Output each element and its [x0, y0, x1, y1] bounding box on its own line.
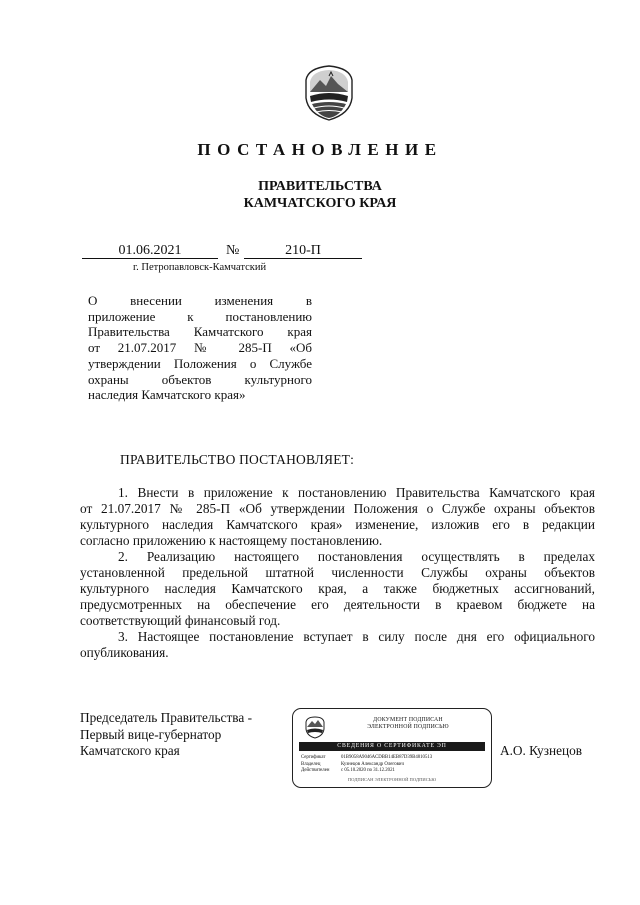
signatory-title-line: Председатель Правительства -: [80, 710, 253, 725]
subject-line: утверждении Положения о Службе: [88, 355, 312, 371]
body-line: культурного наследия Камчатского края, а также бюджетных ассигнований,: [80, 581, 595, 596]
document-type-title: ПОСТАНОВЛЕНИЕ: [197, 140, 443, 159]
body-line: от 21.07.2017 № 285-П «Об утверждении Положения о Службе охраны объектов: [80, 501, 595, 516]
stamp-row-label: Действителен: [301, 768, 330, 773]
body-line: согласно приложению к настоящему постановлению.: [80, 533, 383, 548]
body-line: 3. Настоящее постановление вступает в силу после дня его официального: [118, 629, 595, 644]
stamp-header-line: ЭЛЕКТРОННОЙ ПОДПИСЬЮ: [367, 724, 449, 730]
stamp-certificate-bar: СВЕДЕНИЯ О СЕРТИФИКАТЕ ЭП: [299, 742, 485, 751]
issuing-authority: [0, 178, 640, 212]
stamp-row-value: 01B9058A9046ACDBB14EB87D39B4810513: [341, 755, 433, 760]
subject-line: наследия Камчатского края»: [88, 387, 246, 403]
signatory-title-line: Первый вице-губернатор: [80, 726, 222, 742]
body-line: 2. Реализацию настоящего постановления осуществлять в пределах: [118, 549, 595, 564]
stamp-footer: ПОДПИСАН ЭЛЕКТРОННОЙ ПОДПИСЬЮ: [347, 777, 437, 782]
body-line: соответствующий финансовый год.: [80, 613, 281, 628]
subject-line: Правительства Камчатского края: [88, 324, 312, 340]
stamp-header-line: ДОКУМЕНТ ПОДПИСАН: [373, 717, 443, 723]
body-line: установленной предельной штатной численности Службы охраны объектов: [80, 565, 595, 580]
document-date: 01.06.2021: [82, 243, 218, 259]
subject-line: приложение к постановлению: [88, 308, 312, 324]
stamp-row-label: Сертификат: [301, 755, 326, 760]
signatory-title-line: Камчатского края: [80, 743, 180, 758]
stamp-row-value: с 05.10.2020 по 31.12.2021: [341, 768, 395, 773]
document-subject: [88, 293, 312, 403]
subject-line: О внесении изменения в: [88, 293, 312, 308]
signer-name: А.О. Кузнецов: [500, 743, 583, 758]
authority-line: ПРАВИТЕЛЬСТВА: [258, 179, 382, 194]
subject-line: охраны объектов культурного: [88, 371, 312, 387]
stamp-row-label: Владелец: [301, 761, 321, 767]
stamp-certificate-details: [301, 755, 481, 775]
city-label: г. Петропавловск-Камчатский: [133, 262, 267, 273]
body-line: 1. Внести в приложение к постановлению Правительства Камчатского края: [118, 485, 595, 500]
body-line: предусмотренных на обеспечение его деятельности в краевом бюджете на: [80, 597, 595, 612]
authority-line: КАМЧАТСКОГО КРАЯ: [243, 196, 397, 211]
stamp-row: [301, 768, 481, 775]
document-number: 210-П: [244, 243, 362, 259]
electronic-signature-stamp: [292, 708, 492, 788]
stamp-row-value: Кузнецов Александр Олегович: [341, 761, 404, 767]
body-line: опубликования.: [80, 645, 169, 660]
number-sign: №: [226, 243, 240, 258]
signatory-title: [80, 710, 252, 760]
body-line: культурного наследия Камчатского края» изменение, изложив его в редакции: [80, 517, 595, 532]
coat-of-arms-emblem: [300, 62, 358, 122]
resolution-heading: ПРАВИТЕЛЬСТВО ПОСТАНОВЛЯЕТ:: [120, 452, 355, 467]
stamp-header: [333, 717, 483, 731]
stamp-emblem-icon: [303, 715, 327, 739]
subject-line: от 21.07.2017 № 285-П «Об: [88, 340, 312, 356]
document-body: [80, 485, 595, 661]
